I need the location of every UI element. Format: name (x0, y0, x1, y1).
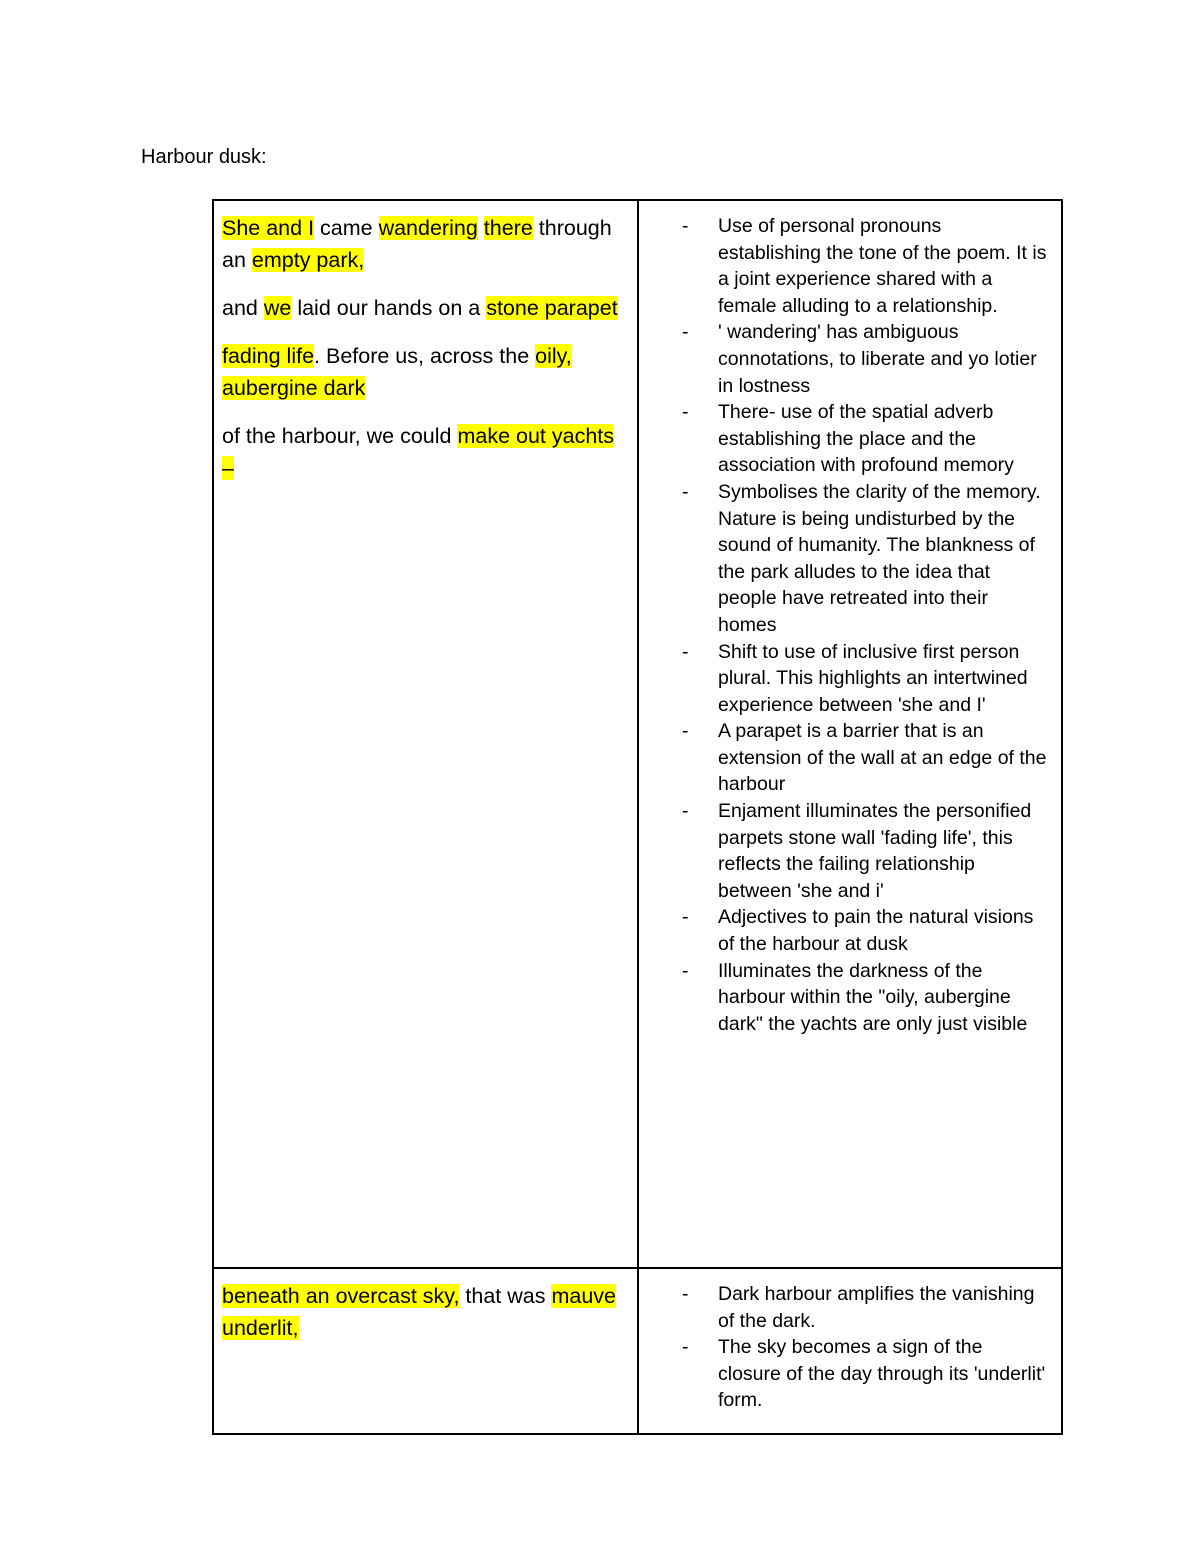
list-item (675, 718, 1047, 798)
note-list (675, 1281, 1047, 1414)
dash-bullet-icon: - (682, 480, 689, 503)
note-text: Dark harbour amplifies the vanishing of the dark. (718, 1283, 1035, 1332)
highlighted-phrase: beneath an overcast sky, (222, 1284, 460, 1308)
dash-bullet-icon: - (682, 800, 689, 823)
poem-line (222, 340, 629, 404)
dash-bullet-icon: - (682, 401, 689, 424)
dash-bullet-icon: - (682, 321, 689, 344)
poem-cell (213, 1268, 638, 1434)
list-item (675, 958, 1047, 1038)
table-row (213, 1268, 1062, 1434)
highlighted-phrase: we (263, 296, 292, 320)
list-item (675, 798, 1047, 904)
highlighted-phrase: fading life (222, 344, 315, 368)
note-text: A parapet is a barrier that is an extension of the wall at an edge of the harbour (718, 720, 1047, 796)
dash-bullet-icon: - (682, 720, 689, 743)
poem-text: laid our hands on a (291, 296, 487, 320)
dash-bullet-icon: - (682, 1283, 689, 1305)
dash-bullet-icon: - (682, 640, 689, 663)
poem-text: and (222, 296, 264, 320)
table-row (213, 200, 1062, 1268)
highlighted-phrase: oily, aubergine dark (222, 344, 572, 400)
notes-cell (638, 200, 1062, 1268)
dash-bullet-icon: - (682, 959, 689, 982)
highlighted-phrase: wandering (378, 216, 478, 240)
poem-text: of the harbour, we could (222, 424, 458, 448)
poem-line (222, 292, 629, 324)
dash-bullet-icon: - (682, 215, 689, 237)
note-text: Use of personal pronouns establishing the tone of the poem. It is a joint experience shared with a female alluding to a relationship. (718, 215, 1047, 317)
highlighted-phrase: mauve underlit, (222, 1284, 616, 1340)
poem-cell (213, 200, 638, 1268)
dash-bullet-icon: - (682, 1336, 689, 1359)
highlighted-phrase: there (483, 216, 533, 240)
list-item (675, 479, 1047, 639)
note-text: There- use of the spatial adverb establishing the place and the association with profound memory (718, 401, 1014, 477)
note-text: Enjament illuminates the personified parpets stone wall 'fading life', this reflects the failing relationship between 'she and i' (718, 800, 1032, 902)
highlighted-phrase: stone parapet (486, 296, 618, 320)
list-item (675, 319, 1047, 399)
note-text: The sky becomes a sign of the closure of the day through its 'underlit' form. (718, 1336, 1046, 1412)
page-title: Harbour dusk: (141, 146, 267, 168)
note-text: Illuminates the darkness of the harbour within the "oily, aubergine dark" the yachts are only just visible (718, 959, 1028, 1035)
list-item (675, 639, 1047, 719)
note-list (675, 213, 1047, 1037)
poem-text: . Before us, across the (314, 344, 536, 368)
poem-text (478, 216, 484, 240)
list-item (675, 1281, 1047, 1334)
note-text: Shift to use of inclusive first person plural. This highlights an intertwined experience between 'she and I' (718, 640, 1028, 716)
highlighted-phrase: empty park, (251, 248, 365, 272)
poem-line (222, 1280, 629, 1344)
list-item (675, 213, 1047, 319)
note-text: Adjectives to pain the natural visions of the harbour at dusk (718, 906, 1034, 956)
notes-cell (638, 1268, 1062, 1434)
annotation-table (212, 199, 1063, 1435)
poem-line (222, 212, 629, 276)
note-text: Symbolises the clarity of the memory. Nature is being undisturbed by the sound of humanity. The blankness of the park alludes to the idea that people have retreated into their homes (718, 480, 1041, 636)
poem-line (222, 420, 629, 484)
highlighted-phrase: She and I (222, 216, 315, 240)
highlighted-phrase: make out yachts – (222, 424, 615, 480)
poem-text: through an (222, 216, 612, 272)
list-item (675, 904, 1047, 957)
poem-text: that was (459, 1284, 552, 1308)
note-text: ' wandering' has ambiguous connotations, to liberate and yo lotier in lostness (718, 321, 1037, 397)
dash-bullet-icon: - (682, 906, 689, 929)
list-item (675, 1334, 1047, 1414)
poem-text: came (314, 216, 379, 240)
list-item (675, 399, 1047, 479)
